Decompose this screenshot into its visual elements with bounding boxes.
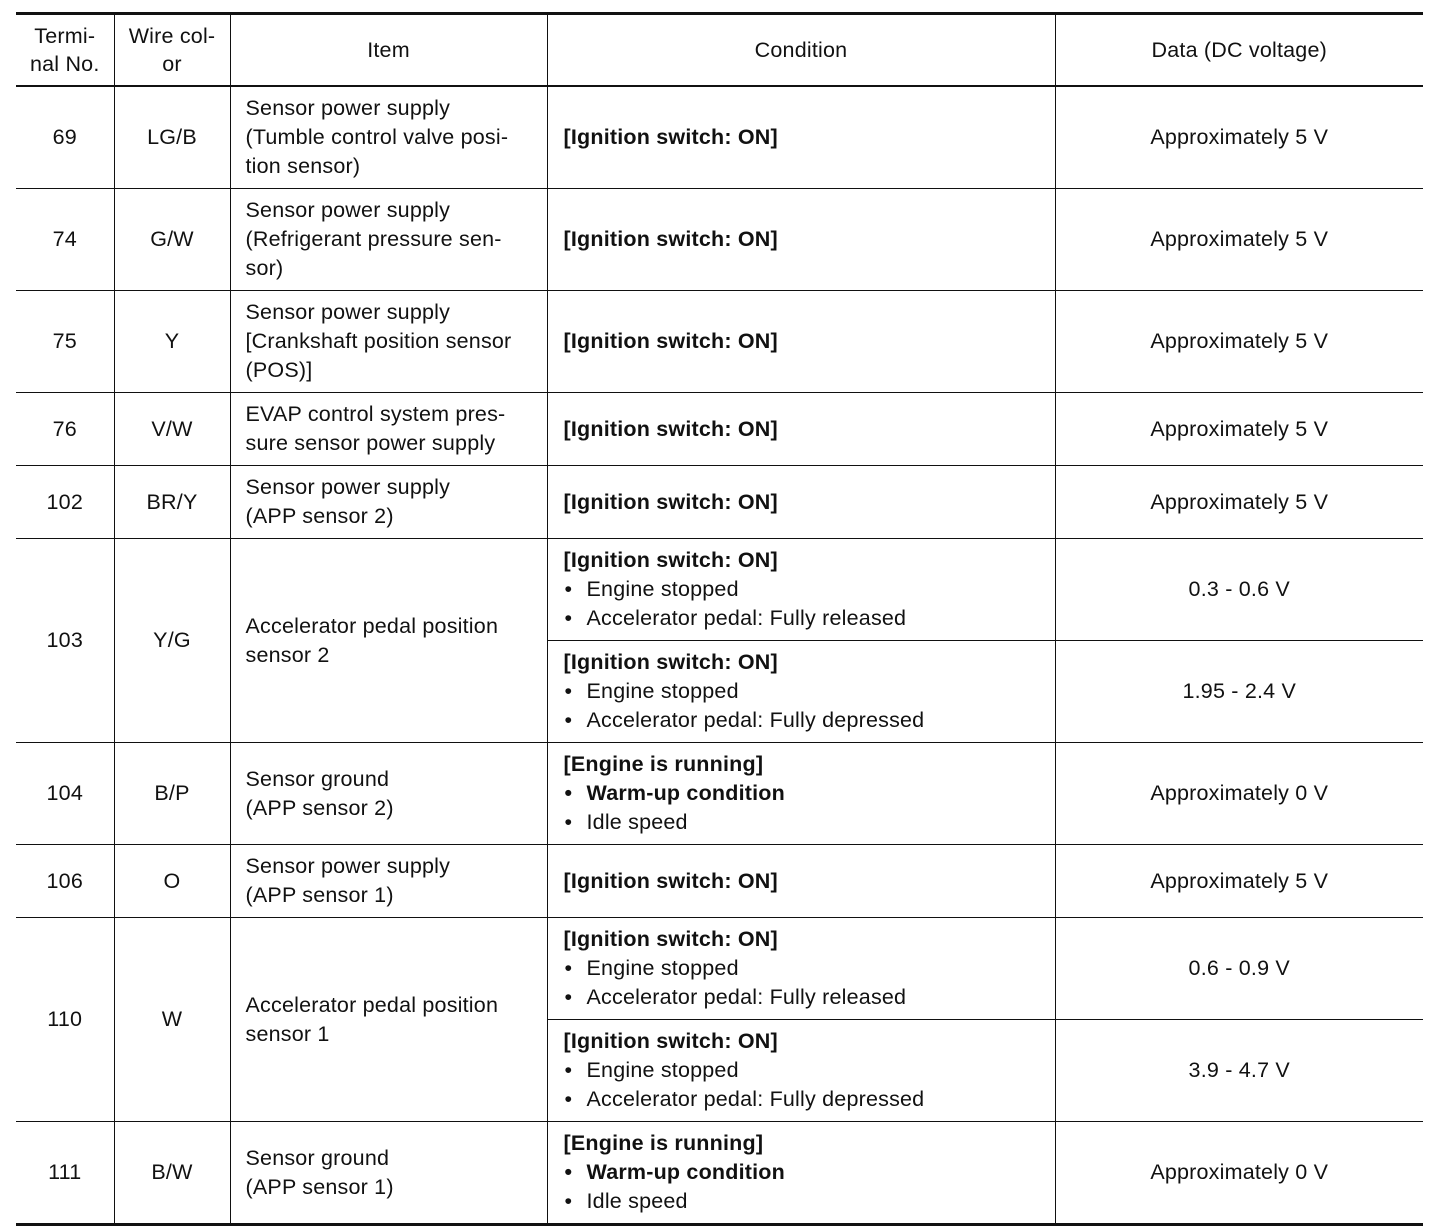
condition-cell	[547, 539, 1055, 641]
condition-bullet: • Engine stopped	[564, 1056, 1049, 1085]
condition-heading: [Engine is running]	[563, 1131, 764, 1155]
terminal-no-cell: 111	[16, 1122, 114, 1225]
table-row	[16, 845, 1423, 918]
terminal-no-cell: 106	[16, 845, 114, 918]
table-header-row	[16, 14, 1423, 87]
condition-heading: [Ignition switch: ON]	[563, 125, 778, 149]
condition-cell	[547, 743, 1055, 845]
condition-cell	[547, 845, 1055, 918]
terminal-no-cell: 74	[16, 189, 114, 291]
terminal-data-table-wrapper	[16, 12, 1423, 1226]
header-wire-color: Wire col- or	[114, 14, 230, 87]
data-voltage-cell: Approximately 5 V	[1055, 189, 1423, 291]
condition-bullet: • Engine stopped	[564, 954, 1049, 983]
wire-color-cell: W	[114, 918, 230, 1122]
table-row	[16, 918, 1423, 1020]
item-cell: EVAP control system pres- sure sensor power supply	[230, 393, 547, 466]
header-condition: Condition	[547, 14, 1055, 87]
data-voltage-cell: Approximately 5 V	[1055, 845, 1423, 918]
wire-color-cell: B/W	[114, 1122, 230, 1225]
condition-heading: [Ignition switch: ON]	[563, 650, 778, 674]
data-voltage-cell: Approximately 0 V	[1055, 743, 1423, 845]
item-cell: Sensor power supply (Tumble control valve posi- tion sensor)	[230, 86, 547, 189]
condition-bullet: • Warm-up condition	[564, 779, 1049, 808]
condition-cell	[547, 918, 1055, 1020]
table-row	[16, 393, 1423, 466]
wire-color-cell: O	[114, 845, 230, 918]
condition-heading: [Ignition switch: ON]	[563, 227, 778, 251]
condition-bullet-list	[564, 677, 1049, 735]
condition-bullet: • Engine stopped	[564, 575, 1049, 604]
condition-bullet: • Accelerator pedal: Fully depressed	[564, 1085, 1049, 1114]
data-voltage-cell: Approximately 5 V	[1055, 393, 1423, 466]
data-voltage-cell: Approximately 0 V	[1055, 1122, 1423, 1225]
data-voltage-cell: Approximately 5 V	[1055, 86, 1423, 189]
wire-color-cell: LG/B	[114, 86, 230, 189]
data-voltage-cell: Approximately 5 V	[1055, 291, 1423, 393]
data-voltage-cell: 1.95 - 2.4 V	[1055, 641, 1423, 743]
condition-cell	[547, 86, 1055, 189]
condition-heading: [Ignition switch: ON]	[563, 416, 778, 441]
terminal-no-cell: 69	[16, 86, 114, 189]
table-row	[16, 539, 1423, 641]
condition-bullet: • Accelerator pedal: Fully depressed	[564, 706, 1049, 735]
item-cell: Sensor power supply (APP sensor 2)	[230, 466, 547, 539]
wire-color-cell: Y/G	[114, 539, 230, 743]
condition-cell	[547, 291, 1055, 393]
condition-heading: [Engine is running]	[563, 752, 764, 776]
header-terminal-no: Termi- nal No.	[16, 14, 114, 87]
terminal-no-cell: 110	[16, 918, 114, 1122]
condition-bullet-list	[564, 575, 1049, 633]
terminal-no-cell: 103	[16, 539, 114, 743]
terminal-data-table	[16, 12, 1423, 1226]
condition-bullet: • Idle speed	[564, 1187, 1049, 1216]
item-cell: Sensor ground (APP sensor 2)	[230, 743, 547, 845]
table-row	[16, 743, 1423, 845]
terminal-no-cell: 104	[16, 743, 114, 845]
condition-heading: [Ignition switch: ON]	[563, 868, 778, 893]
item-cell: Sensor power supply (APP sensor 1)	[230, 845, 547, 918]
table-body	[16, 86, 1423, 1225]
condition-cell	[547, 466, 1055, 539]
wire-color-cell: V/W	[114, 393, 230, 466]
condition-bullet: • Warm-up condition	[564, 1158, 1049, 1187]
condition-bullet-list	[564, 1158, 1049, 1216]
condition-cell	[547, 393, 1055, 466]
header-item: Item	[230, 14, 547, 87]
table-row	[16, 86, 1423, 189]
table-row	[16, 189, 1423, 291]
wire-color-cell: B/P	[114, 743, 230, 845]
condition-cell	[547, 641, 1055, 743]
item-cell: Sensor ground (APP sensor 1)	[230, 1122, 547, 1225]
item-cell: Sensor power supply [Crankshaft position sensor (POS)]	[230, 291, 547, 393]
data-voltage-cell: 0.6 - 0.9 V	[1055, 918, 1423, 1020]
condition-bullet-list	[564, 1056, 1049, 1114]
terminal-no-cell: 76	[16, 393, 114, 466]
data-voltage-cell: 3.9 - 4.7 V	[1055, 1020, 1423, 1122]
condition-bullet-list	[564, 954, 1049, 1012]
terminal-no-cell: 102	[16, 466, 114, 539]
header-data: Data (DC voltage)	[1055, 14, 1423, 87]
condition-heading: [Ignition switch: ON]	[563, 489, 778, 514]
table-row	[16, 466, 1423, 539]
condition-cell	[547, 1122, 1055, 1225]
item-cell: Accelerator pedal position sensor 1	[230, 918, 547, 1122]
condition-bullet: • Accelerator pedal: Fully released	[564, 604, 1049, 633]
condition-bullet: • Accelerator pedal: Fully released	[564, 983, 1049, 1012]
condition-cell	[547, 1020, 1055, 1122]
item-cell: Accelerator pedal position sensor 2	[230, 539, 547, 743]
condition-heading: [Ignition switch: ON]	[563, 548, 778, 572]
data-voltage-cell: 0.3 - 0.6 V	[1055, 539, 1423, 641]
condition-heading: [Ignition switch: ON]	[563, 329, 778, 353]
condition-heading: [Ignition switch: ON]	[563, 1029, 778, 1053]
data-voltage-cell: Approximately 5 V	[1055, 466, 1423, 539]
terminal-no-cell: 75	[16, 291, 114, 393]
wire-color-cell: BR/Y	[114, 466, 230, 539]
condition-bullet: • Engine stopped	[564, 677, 1049, 706]
wire-color-cell: G/W	[114, 189, 230, 291]
condition-heading: [Ignition switch: ON]	[563, 927, 778, 951]
table-row	[16, 1122, 1423, 1225]
item-cell: Sensor power supply (Refrigerant pressure sen- sor)	[230, 189, 547, 291]
condition-cell	[547, 189, 1055, 291]
condition-bullet-list	[564, 779, 1049, 837]
wire-color-cell: Y	[114, 291, 230, 393]
condition-bullet: • Idle speed	[564, 808, 1049, 837]
table-row	[16, 291, 1423, 393]
